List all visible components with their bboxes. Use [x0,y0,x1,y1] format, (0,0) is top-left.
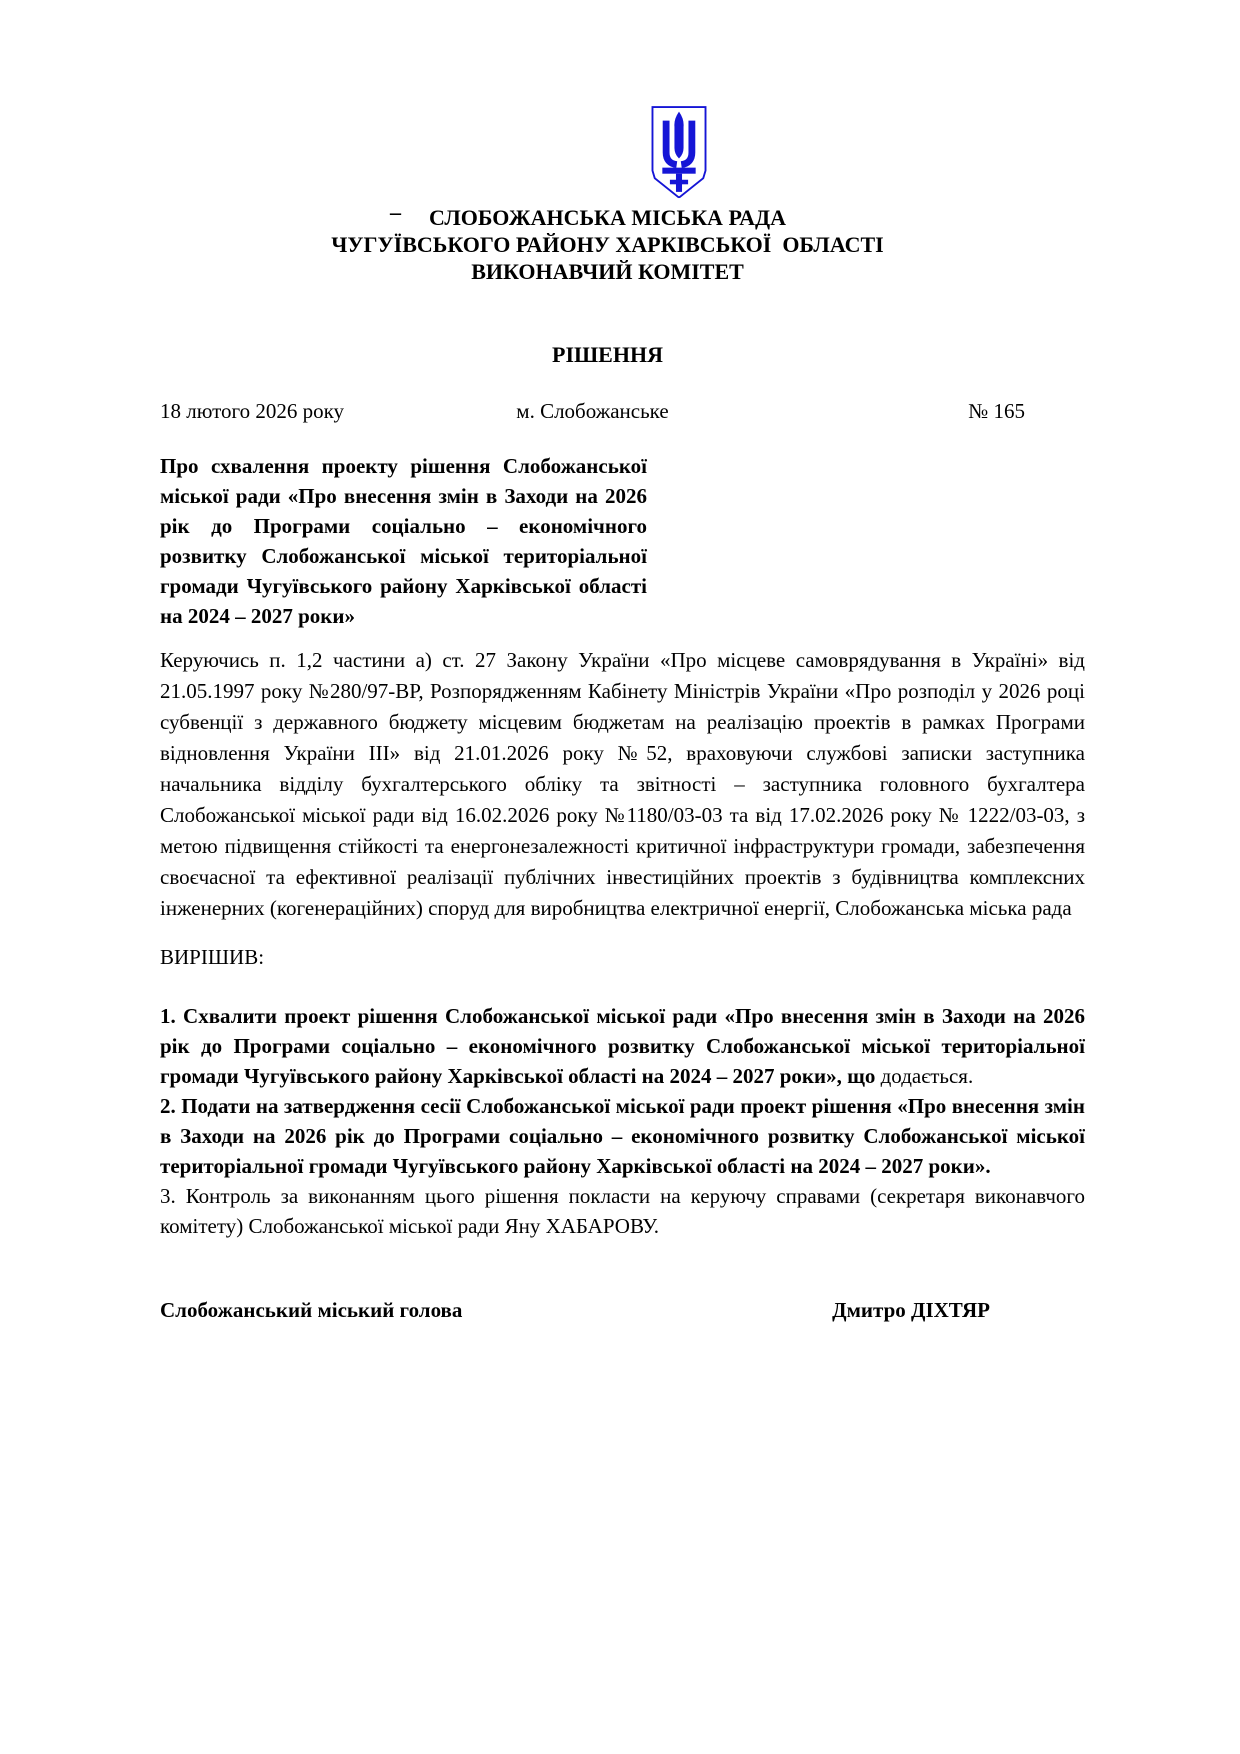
document-meta-row [160,398,1085,425]
resolution-items [160,1001,1085,1241]
resolution-item-1-bold-text: 1. Схвалити проект рішення Слобожанської міської ради «Про внесення змін в Заходи на 2026 рік до Програми соціально – економічного розвитку Слобожанської міської територіальної громади Чугуївського району Харківської області на 2024 – 2027 роки», що [160,1004,1085,1088]
signer-name: Дмитро ДІХТЯР [832,1298,990,1322]
org-name-line2: ЧУГУЇВСЬКОГО РАЙОНУ ХАРКІВСЬКОЇ ОБЛАСТІ [331,232,884,257]
document-date: 18 лютого 2026 року [160,399,345,423]
resolution-item-3 [160,1181,1085,1241]
signature-row [160,1297,1085,1324]
org-name-line1: СЛОБОЖАНСЬКА МІСЬКА РАДА [429,205,786,230]
org-name-line3: ВИКОНАВЧИЙ КОМІТЕТ [471,259,744,284]
preamble-paragraph: Керуючись п. 1,2 частини а) ст. 27 Закону України «Про місцеве самоврядування в Україні» від 21.05.1997 року №280/97-ВР, Розпорядженням Кабінету Міністрів України «Про розподіл у 2026 році субвенції з державного бюджету місцевим бюджетам на реалізацію проектів в рамках Програми відновлення України ІІІ» від 21.01.2026 року №52, враховуючи службові записки заступника начальника відділу бухгалтерського обліку та звітності – заступника головного бухгалтера Слобожанської міської ради від 16.02.2026 року №1180/03-03 та від 17.02.2026 року № 1222/03-03, з метою підвищення стійкості та енергонезалежності критичної інфраструктури громади, забезпечення своєчасної та ефективної реалізації публічних інвестиційних проектів з будівництва комплексних інженерних (когенераційних) споруд для виробництва електричної енергії, Слобожанська міська рада [160,648,1085,920]
resolution-item-2 [160,1091,1085,1181]
resolved-label: ВИРІШИВ: [160,945,265,969]
resolution-item-1-regular-text: додається. [875,1064,974,1088]
resolution-item-3-regular-text: 3. Контроль за виконанням цього рішення покласти на керуючу справами (секретаря виконавчого комітету) Слобожанської міської ради Яну ХАБАРОВУ. [160,1184,1085,1238]
resolution-item-2-bold-text: 2. Подати на затвердження сесії Слобожанської міської ради проект рішення «Про внесення змін в Заходи на 2026 рік до Програми соціально – економічного розвитку Слобожанської міської територіальної громади Чугуївського району Харківської області на 2024 – 2027 роки». [160,1094,1085,1178]
document-place: м. Слобожанське [516,399,669,423]
ukraine-trident-emblem-icon [641,104,717,204]
stray-underscore-mark: _ [390,192,401,217]
resolution-item-1 [160,1001,1085,1091]
signer-position-title: Слобожанський міський голова [160,1298,463,1322]
document-type-title: РІШЕННЯ [552,342,663,367]
document-number: № 165 [968,399,1025,423]
emblem-container [160,0,1085,204]
document-subject: Про схвалення проекту рішення Слобожанської міської ради «Про внесення змін в Заходи на 2026 рік до Програми соціально – економічного розвитку Слобожанської міської територіальної громади Чугуївського району Харківської області на 2024 – 2027 роки» [160,454,647,628]
